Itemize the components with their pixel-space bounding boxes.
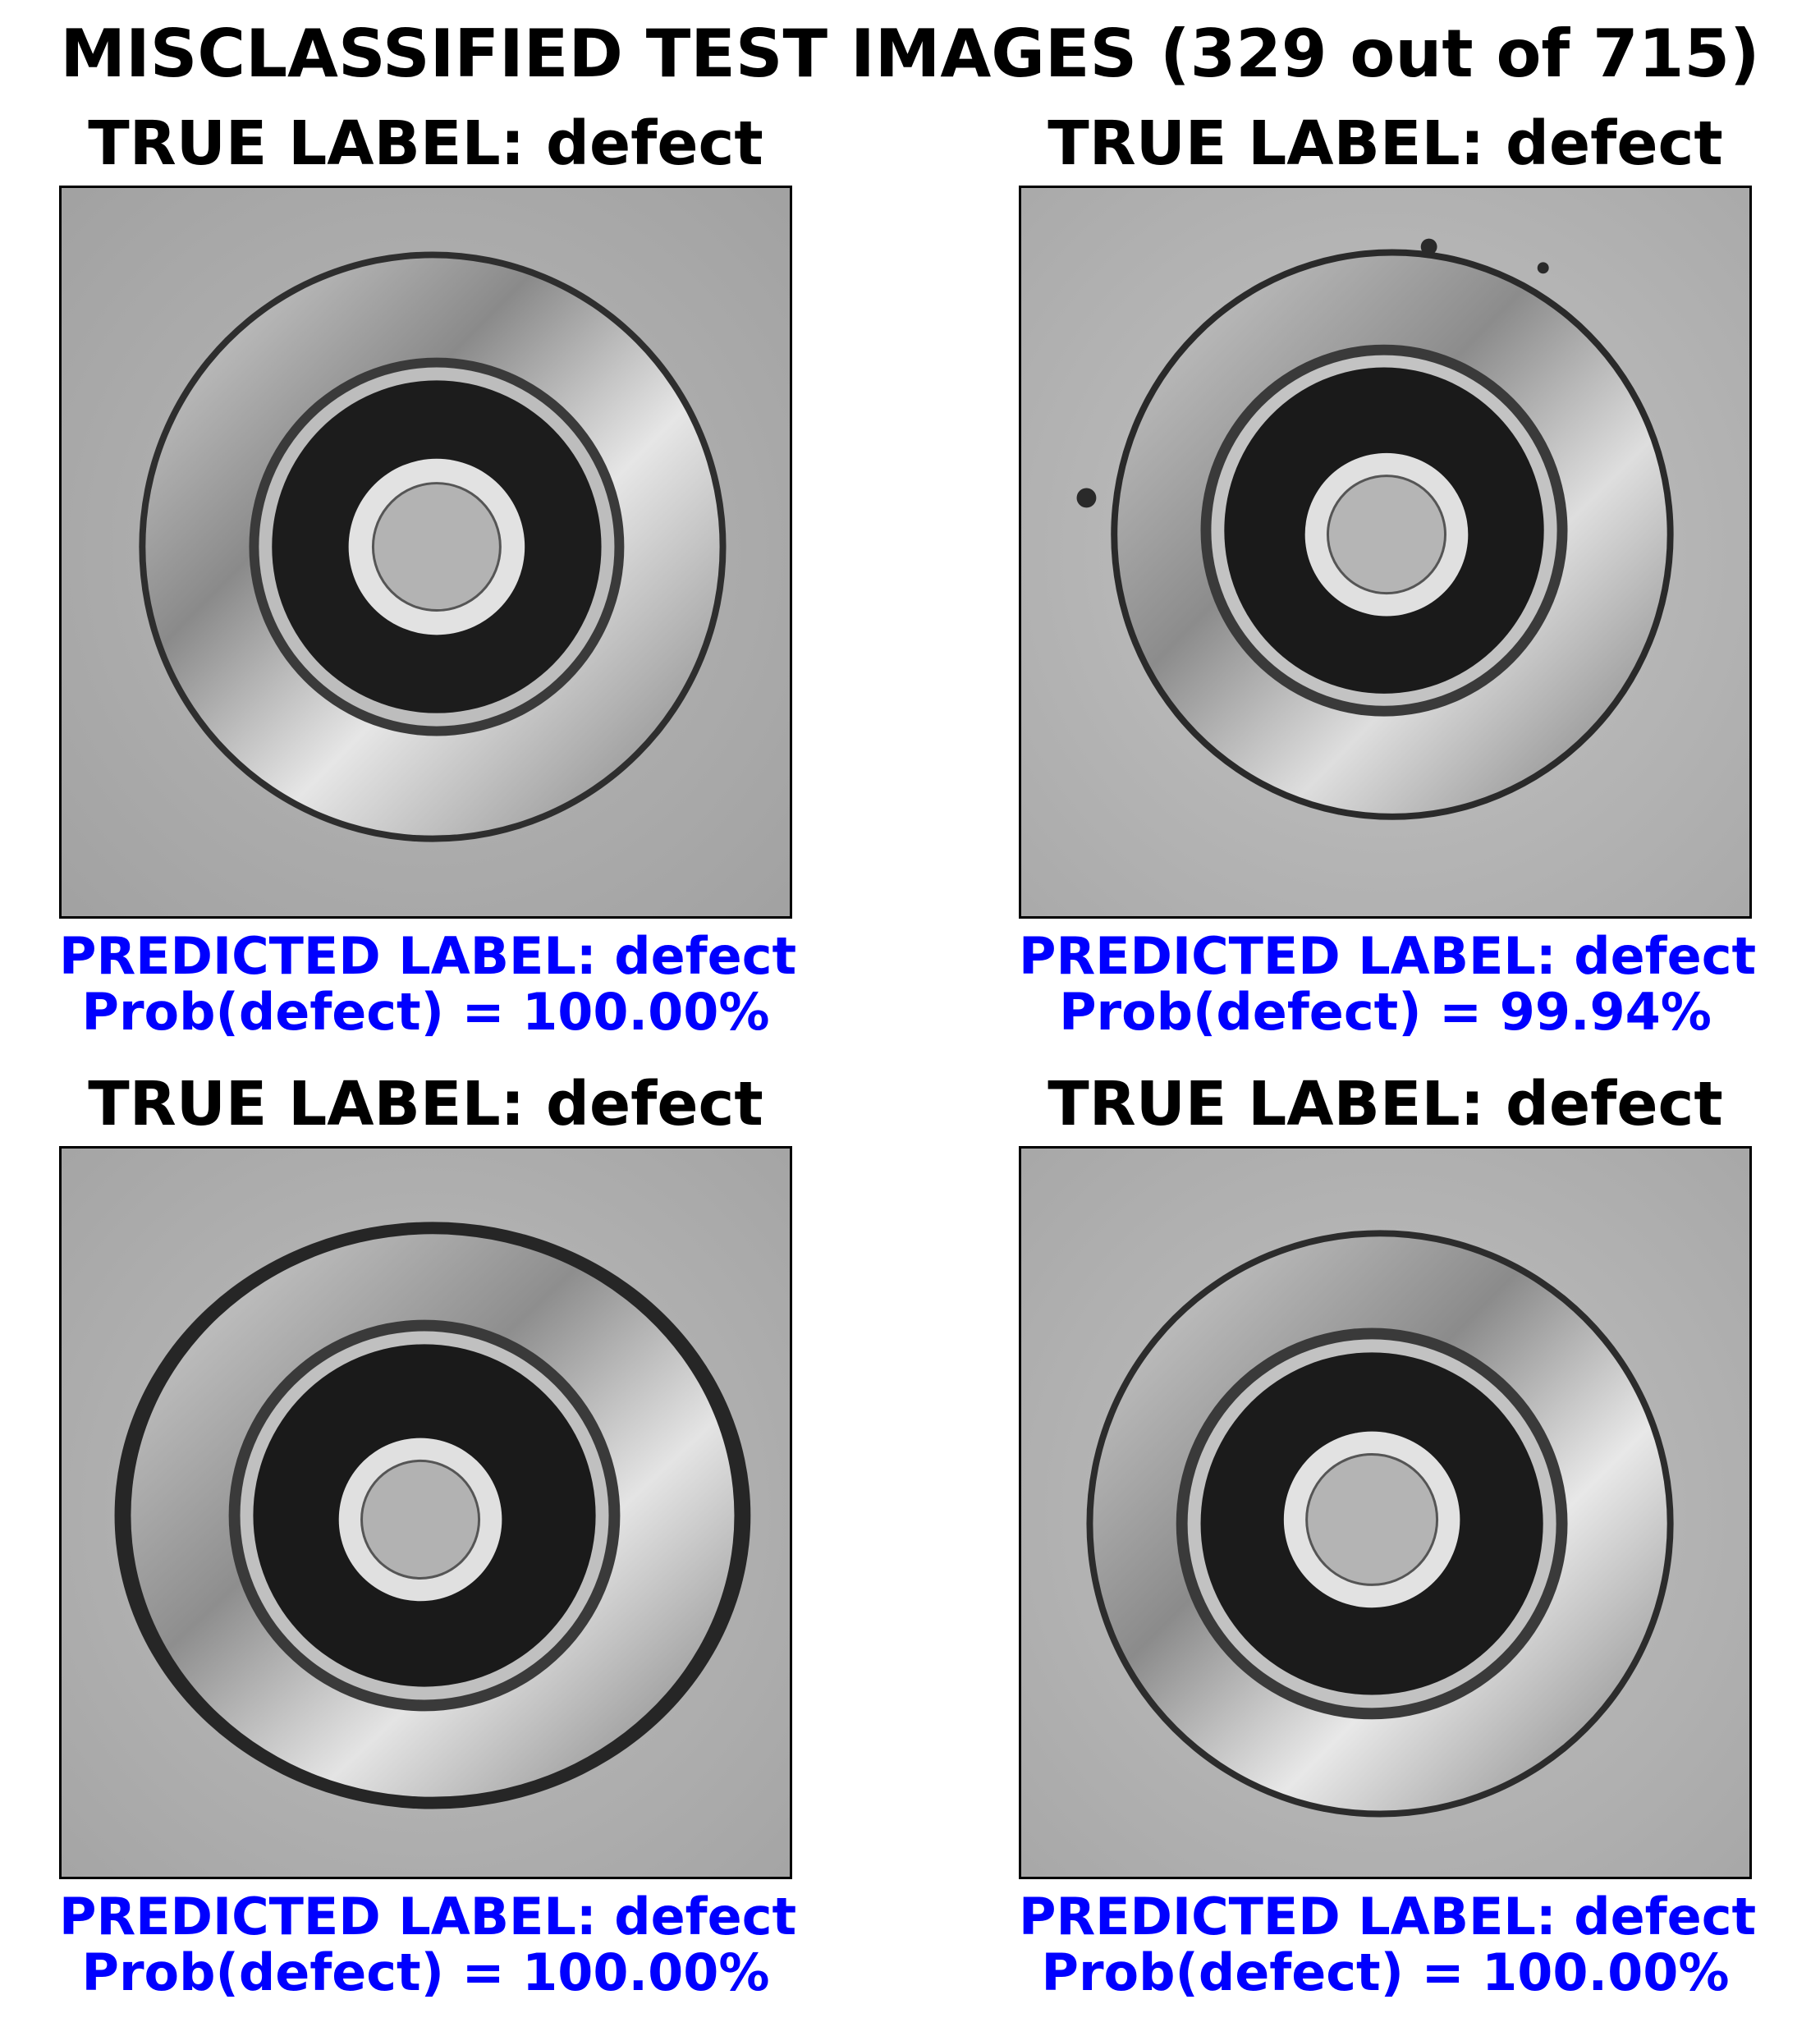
casting-impeller-photo xyxy=(1021,188,1749,916)
true-label: TRUE LABEL: defect xyxy=(88,108,763,179)
predicted-label: PREDICTED LABEL: defect xyxy=(59,926,797,986)
probability-label: Prob(defect) = 99.94% xyxy=(1059,982,1712,1042)
casting-impeller-photo xyxy=(1021,1149,1749,1877)
probability-label: Prob(defect) = 100.00% xyxy=(81,982,770,1042)
test-image-frame xyxy=(1019,186,1752,919)
test-image-frame xyxy=(1019,1146,1752,1879)
predicted-label: PREDICTED LABEL: defect xyxy=(59,1887,797,1947)
probability-label: Prob(defect) = 100.00% xyxy=(1041,1942,1730,2002)
casting-impeller-photo xyxy=(62,1149,790,1877)
test-image-frame xyxy=(59,186,792,919)
test-image-frame xyxy=(59,1146,792,1879)
probability-label: Prob(defect) = 100.00% xyxy=(81,1942,770,2002)
true-label: TRUE LABEL: defect xyxy=(88,1069,763,1140)
true-label: TRUE LABEL: defect xyxy=(1048,1069,1723,1140)
predicted-label: PREDICTED LABEL: defect xyxy=(1019,926,1757,986)
predicted-label: PREDICTED LABEL: defect xyxy=(1019,1887,1757,1947)
true-label: TRUE LABEL: defect xyxy=(1048,108,1723,179)
casting-impeller-photo xyxy=(62,188,790,916)
page-title: MISCLASSIFIED TEST IMAGES (329 out of 715) xyxy=(60,16,1760,92)
